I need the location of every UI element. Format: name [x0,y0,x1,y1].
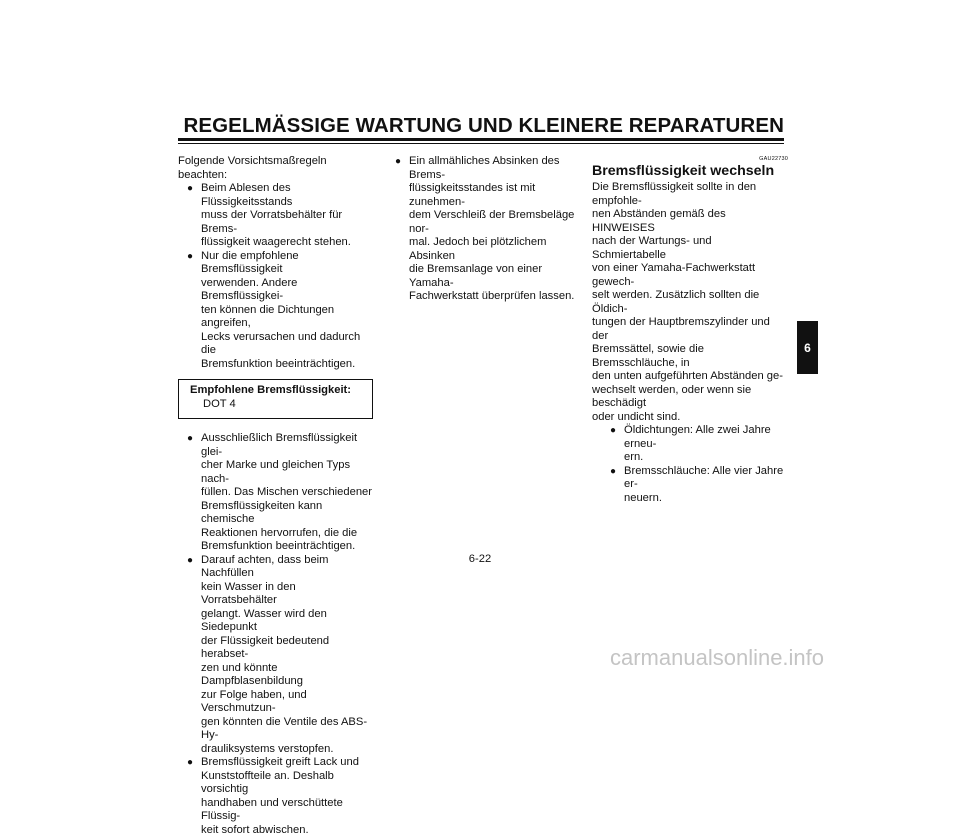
text-line: Die Bremsflüssigkeit sollte in den empfohle- [592,181,788,208]
text-line: muss der Vorratsbehälter für Brems- [201,209,374,236]
bullet-item [601,465,788,506]
text-line: neuern. [624,492,788,506]
column-right [592,155,788,505]
page-title: REGELMÄSSIGE WARTUNG UND KLEINERE REPARATUREN [178,114,784,138]
bullet-dot-icon: ● [610,465,616,479]
bullet-dot-icon: ● [187,250,193,264]
bullet-dot-icon: ● [395,155,401,169]
text-line: handhaben und verschüttete Flüssig- [201,797,374,824]
chapter-tab: 6 [797,321,818,374]
bullet-dot-icon: ● [187,432,193,446]
text-line: Nur die empfohlene Bremsflüssigkeit [201,250,374,277]
intro-text: Folgende Vorsichtsmaßregeln beachten: [178,155,374,182]
text-line: Bremssättel, sowie die Bremsschläuche, in [592,343,788,370]
header-rule-thick [178,138,784,141]
text-line: gelangt. Wasser wird den Siedepunkt [201,608,374,635]
text-line: die Bremsanlage von einer Yamaha- [409,263,582,290]
recommended-fluid-label: Empfohlene Bremsflüssigkeit: [190,384,366,398]
column-left [178,155,374,837]
text-line: tungen der Hauptbremszylinder und der [592,316,788,343]
text-line: ern. [624,451,788,465]
watermark: carmanualsonline.info [610,645,824,671]
text-line: nach der Wartungs- und Schmiertabelle [592,235,788,262]
page-number: 6-22 [460,553,500,565]
text-line: Bremsflüssigkeit greift Lack und [201,756,374,770]
text-line: zen und könnte Dampfblasenbildung [201,662,374,689]
text-line: wechselt werden, oder wenn sie beschädigt [592,384,788,411]
text-line: Bremsfunktion beeinträchtigen. [201,358,374,372]
bullet-item [386,155,582,304]
bullet-item [178,250,374,372]
text-line: nen Abständen gemäß des HINWEISES [592,208,788,235]
text-line: Reaktionen hervorrufen, die die [201,527,374,541]
text-line: Darauf achten, dass beim Nachfüllen [201,554,374,581]
section-body [592,181,788,424]
bullet-dot-icon: ● [187,182,193,196]
section-code: GAU22730 [592,153,788,167]
text-line: Bremsschläuche: Alle vier Jahre er- [624,465,788,492]
text-line: Bremsflüssigkeiten kann chemische [201,500,374,527]
text-line: zur Folge haben, und Verschmutzun- [201,689,374,716]
text-line: von einer Yamaha-Fachwerkstatt gewech- [592,262,788,289]
bullet-item [178,182,374,250]
bullet-list-d [592,424,788,505]
text-line: flüssigkeit waagerecht stehen. [201,236,374,250]
header-rule-thin [178,143,784,144]
text-line: Öldichtungen: Alle zwei Jahre erneu- [624,424,788,451]
text-line: oder undicht sind. [592,411,788,425]
recommended-fluid-box [178,379,373,419]
text-line: mal. Jedoch bei plötzlichem Absinken [409,236,582,263]
bullet-item [178,756,374,837]
text-line: Ausschließlich Bremsflüssigkeit glei- [201,432,374,459]
text-line: cher Marke und gleichen Typs nach- [201,459,374,486]
recommended-fluid-value: DOT 4 [190,398,366,412]
text-line: kein Wasser in den Vorratsbehälter [201,581,374,608]
bullet-item [601,424,788,465]
text-line: ten können die Dichtungen angreifen, [201,304,374,331]
text-line: drauliksystems verstopfen. [201,743,374,757]
bullet-dot-icon: ● [187,756,193,770]
text-line: selt werden. Zusätzlich sollten die Öldich- [592,289,788,316]
bullet-list-c [386,155,582,304]
text-line: verwenden. Andere Bremsflüssigkei- [201,277,374,304]
text-line: keit sofort abwischen. [201,824,374,837]
bullet-list-b [178,432,374,837]
bullet-dot-icon: ● [610,424,616,438]
text-line: Beim Ablesen des Flüssigkeitsstands [201,182,374,209]
bullet-list-a [178,182,374,371]
bullet-item [178,432,374,554]
bullet-item [178,554,374,757]
text-line: Ein allmähliches Absinken des Brems- [409,155,582,182]
text-line: Lecks verursachen und dadurch die [201,331,374,358]
text-line: flüssigkeitsstandes ist mit zunehmen- [409,182,582,209]
text-line: der Flüssigkeit bedeutend herabset- [201,635,374,662]
section-title: Bremsflüssigkeit wechseln [592,165,788,179]
text-line: dem Verschleiß der Bremsbeläge nor- [409,209,582,236]
text-line: gen könnten die Ventile des ABS-Hy- [201,716,374,743]
text-line: Kunststoffteile an. Deshalb vorsichtig [201,770,374,797]
bullet-dot-icon: ● [187,554,193,568]
column-middle [386,155,582,304]
text-line: füllen. Das Mischen verschiedener [201,486,374,500]
text-line: den unten aufgeführten Abständen ge- [592,370,788,384]
text-line: Fachwerkstatt überprüfen lassen. [409,290,582,304]
text-line: Bremsfunktion beeinträchtigen. [201,540,374,554]
